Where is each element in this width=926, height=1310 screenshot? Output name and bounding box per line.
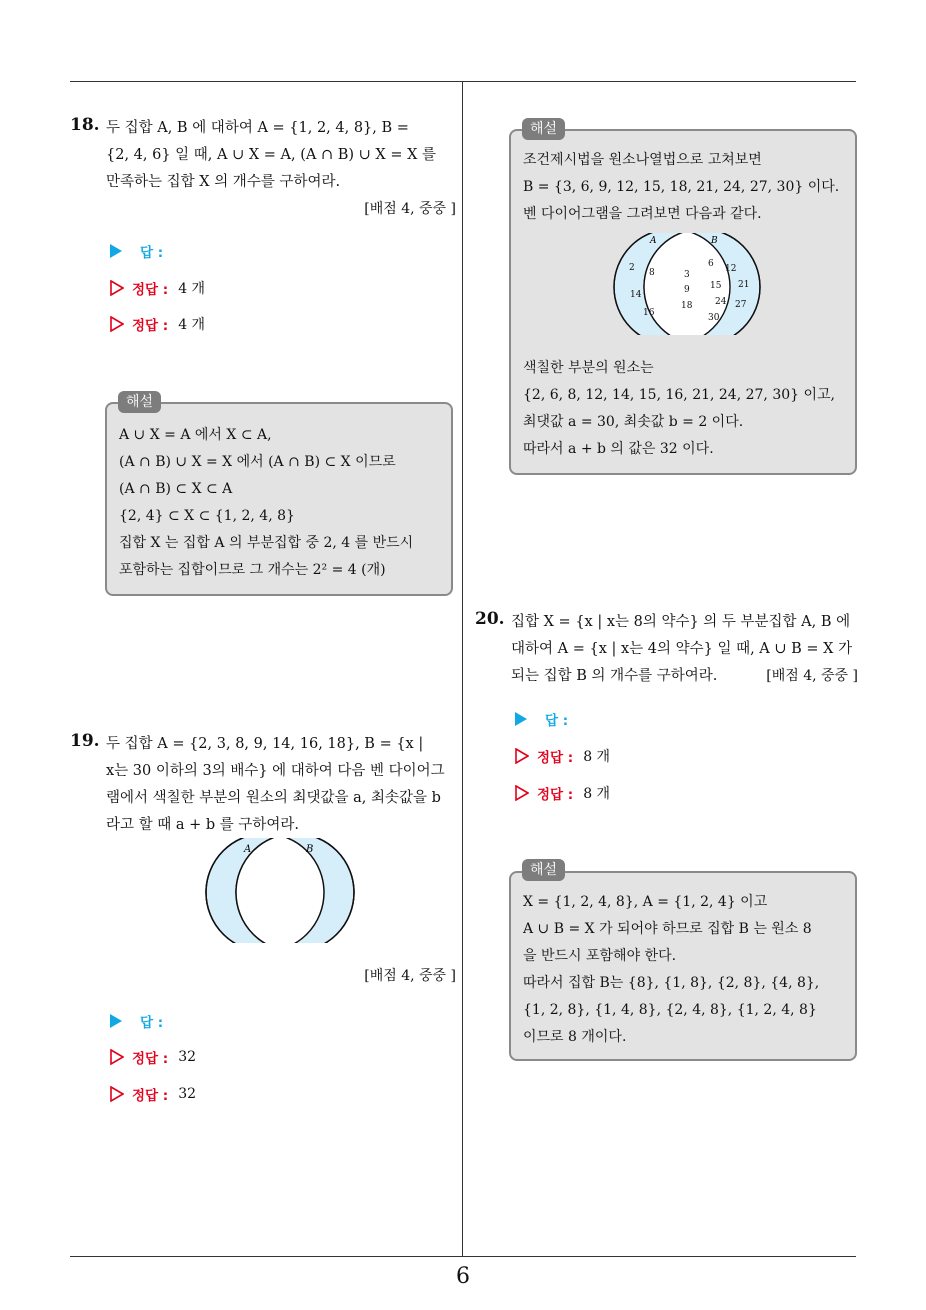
score-difficulty: [배점 4, 중중 ]: [364, 201, 456, 217]
answer-row: [110, 240, 163, 262]
question-number: 19.: [70, 731, 100, 751]
solution-tag: 해설: [522, 118, 565, 140]
triangle-outline-icon: [515, 785, 529, 801]
solution-line: 색칠한 부분의 원소는: [523, 360, 654, 376]
solution-venn-diagram: [607, 233, 767, 335]
venn-label-a: A: [650, 236, 657, 246]
venn-element: 2: [629, 263, 635, 273]
answer-label: 답 :: [140, 245, 164, 261]
triangle-outline-icon: [110, 316, 124, 332]
question-text-line: 만족하는 집합 X 의 개수를 구하여라.: [106, 174, 341, 190]
column-divider: [462, 82, 463, 1256]
venn-element: 18: [681, 301, 693, 311]
solution-line: (A ∩ B) ⊂ X ⊂ A: [119, 481, 233, 497]
answer-row: [515, 708, 568, 730]
solution-line: A ∪ X = A 에서 X ⊂ A,: [119, 427, 272, 443]
correct-label: 정답 :: [132, 318, 169, 334]
solution-line: (A ∩ B) ∪ X = X 에서 (A ∩ B) ⊂ X 이므로: [119, 454, 396, 470]
triangle-outline-icon: [110, 1049, 124, 1065]
solution-line: 최댓값 a = 30, 최솟값 b = 2 이다.: [523, 414, 744, 430]
question-text-line: 라고 할 때 a + b 를 구하여라.: [106, 817, 300, 833]
solution-line: {2, 6, 8, 12, 14, 15, 16, 21, 24, 27, 30} 이고,: [523, 387, 836, 403]
correct-answer-row: [515, 782, 610, 804]
answer-row: [110, 1010, 163, 1032]
venn-element: 24: [715, 297, 727, 307]
venn-element: 8: [649, 268, 655, 278]
correct-answer-row: [110, 1083, 196, 1105]
score-difficulty: [배점 4, 중중 ]: [364, 968, 456, 984]
correct-answer-row: [110, 277, 205, 299]
correct-label: 정답 :: [537, 787, 574, 803]
correct-answer-row: [110, 313, 205, 335]
venn-element: 14: [630, 290, 642, 300]
solution-line: 조건제시법을 원소나열법으로 고쳐보면: [523, 152, 762, 168]
solution-line: A ∪ B = X 가 되어야 하므로 집합 B 는 원소 8: [523, 921, 812, 937]
correct-label: 정답 :: [537, 750, 574, 766]
answer-label: 답 :: [545, 713, 569, 729]
venn-element: 9: [684, 285, 690, 295]
venn-element: 16: [643, 308, 655, 318]
venn-element: 27: [735, 300, 747, 310]
venn-label-a: A: [244, 844, 252, 855]
solution-line: B = {3, 6, 9, 12, 15, 18, 21, 24, 27, 30} 이다.: [523, 179, 840, 195]
solution-box: [509, 129, 857, 475]
correct-answer-row: [110, 1046, 196, 1068]
correct-value: 8 개: [583, 786, 611, 802]
solution-tag: 해설: [522, 859, 565, 881]
play-icon: [515, 712, 527, 726]
venn-label-b: B: [711, 236, 718, 246]
solution-line: 따라서 a + b 의 값은 32 이다.: [523, 441, 714, 457]
score-difficulty: [배점 4, 중중 ]: [766, 668, 858, 684]
venn-element: 15: [710, 281, 722, 291]
correct-answer-row: [515, 745, 610, 767]
solution-line: X = {1, 2, 4, 8}, A = {1, 2, 4} 이고: [523, 894, 768, 910]
venn-element: 6: [708, 259, 714, 269]
question-number: 20.: [475, 609, 505, 629]
triangle-outline-icon: [110, 1086, 124, 1102]
triangle-outline-icon: [515, 748, 529, 764]
question-number: 18.: [70, 115, 100, 135]
correct-label: 정답 :: [132, 1051, 169, 1067]
question-text-line: 두 집합 A, B 에 대하여 A = {1, 2, 4, 8}, B =: [106, 120, 409, 136]
question-text-line: 되는 집합 B 의 개수를 구하여라.: [511, 668, 718, 684]
correct-label: 정답 :: [132, 282, 169, 298]
solution-tag: 해설: [118, 391, 161, 413]
question-text-line: x는 30 이하의 3의 배수} 에 대하여 다음 벤 다이어그: [106, 763, 445, 779]
play-icon: [110, 244, 122, 258]
question-text-line: {2, 4, 6} 일 때, A ∪ X = A, (A ∩ B) ∪ X = X 를: [106, 147, 437, 163]
bottom-rule: [70, 1256, 856, 1257]
correct-value: 4 개: [178, 317, 206, 333]
page-number: 6: [456, 1264, 470, 1289]
solution-box: [105, 402, 453, 596]
answer-label: 답 :: [140, 1015, 164, 1031]
question-text-line: 대하여 A = {x | x는 4의 약수} 일 때, A ∪ B = X 가: [511, 641, 853, 657]
venn-element: 30: [708, 313, 720, 323]
venn-element: 12: [725, 264, 737, 274]
solution-line: 을 반드시 포함해야 한다.: [523, 948, 677, 964]
question-text-line: 집합 X = {x | x는 8의 약수} 의 두 부분집합 A, B 에: [511, 614, 851, 630]
solution-box: [509, 871, 857, 1061]
venn-element: 3: [684, 270, 690, 280]
venn-diagram: [200, 838, 360, 943]
question-text-line: 두 집합 A = {2, 3, 8, 9, 14, 16, 18}, B = {x |: [106, 736, 424, 752]
correct-value: 4 개: [178, 281, 206, 297]
solution-line: {2, 4} ⊂ X ⊂ {1, 2, 4, 8}: [119, 508, 295, 524]
correct-value: 8 개: [583, 749, 611, 765]
venn-label-b: B: [306, 844, 314, 855]
top-rule: [70, 81, 856, 82]
venn-element: 21: [738, 280, 750, 290]
correct-value: 32: [178, 1086, 197, 1102]
solution-line: 포함하는 집합이므로 그 개수는 2² = 4 (개): [119, 562, 386, 578]
correct-label: 정답 :: [132, 1088, 169, 1104]
play-icon: [110, 1014, 122, 1028]
solution-line: 집합 X 는 집합 A 의 부분집합 중 2, 4 를 반드시: [119, 535, 414, 551]
question-text-line: 램에서 색칠한 부분의 원소의 최댓값을 a, 최솟값을 b: [106, 790, 441, 806]
solution-line: {1, 2, 8}, {1, 4, 8}, {2, 4, 8}, {1, 2, 4, 8}: [523, 1002, 817, 1018]
triangle-outline-icon: [110, 280, 124, 296]
solution-line: 벤 다이어그램을 그려보면 다음과 같다.: [523, 206, 762, 222]
correct-value: 32: [178, 1049, 197, 1065]
solution-line: 따라서 집합 B는 {8}, {1, 8}, {2, 8}, {4, 8},: [523, 975, 820, 991]
solution-line: 이므로 8 개이다.: [523, 1029, 627, 1045]
